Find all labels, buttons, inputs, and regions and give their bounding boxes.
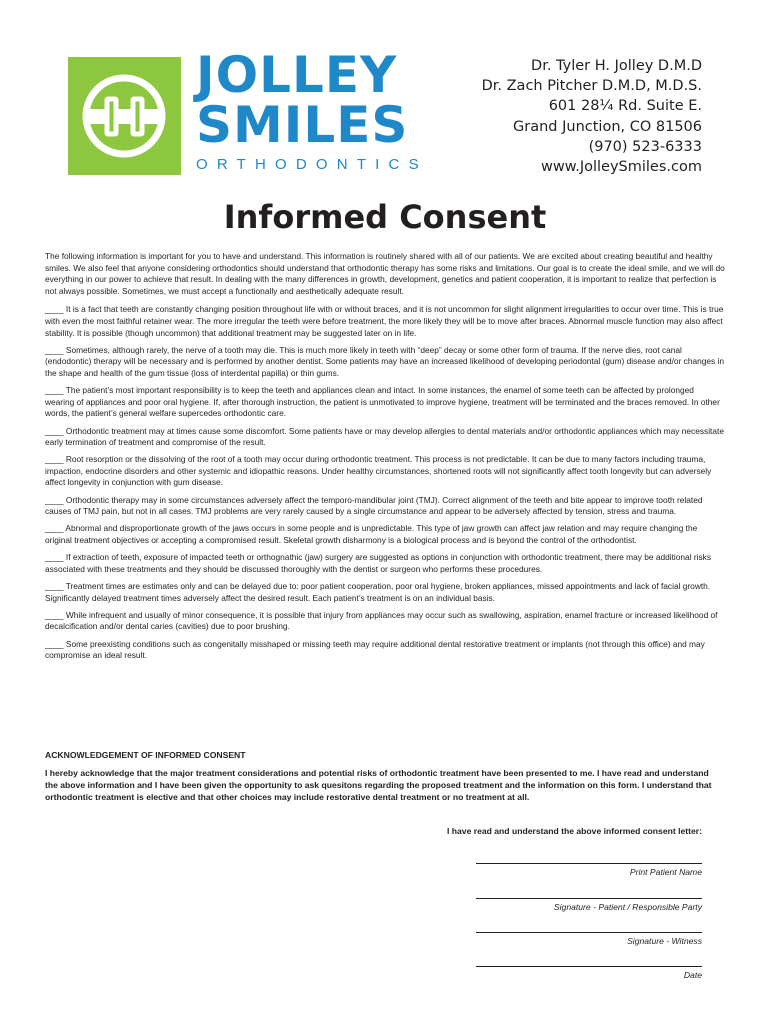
patient-name-label: Print Patient Name [629,867,702,877]
phone-number: (970) 523-6333 [588,138,702,155]
consent-item: ____ Abnormal and disproportionate growth of the jaws occurs in some people and is unpredictable. This type of jaw growth can affect jaw relation and may require changing the original treatment objectives or accepting a compromised result. Skeletal growth disharmony is a biological process and is beyond the control of the orthodontist. [45,523,698,546]
website-link[interactable]: www.JolleySmiles.com [540,159,702,176]
tooth-bracket-icon [68,57,181,175]
acknowledgement-text: I hereby acknowledge that the major treatment considerations and potential risks of orthodontic treatment have been presented to me. I have read and understand the above information and I have been given the opportunity to ask quesitons regarding the proposed treatment and the information on this form. I understand that orthodontic treatment is elective and that other choices may include restorative dental treatment or no treatment at all. [45,768,712,802]
doctor-name-1: Dr. Tyler H. Jolley D.M.D [531,58,702,74]
patient-name-line[interactable] [476,853,702,864]
signature-block-patient-name [462,853,702,877]
witness-signature-label: Signature - Witness [627,936,702,946]
consent-item: ____ Orthodontic therapy may in some circumstances adversely affect the temporo-mandibular joint (TMJ). Correct alignment of the teeth and bite appear to improve tooth related causes of TMJ pain, but not in all cases. TMJ problems are very rarely caused by a single circumstance and appear to be adversely affected by tension, stress and trauma. [45,494,703,517]
signature-block-date [462,956,702,980]
brand-line-2: SMILES [196,96,409,154]
signature-block-patient-signature [462,888,702,912]
doctor-name-2: Dr. Zach Pitcher D.M.D, M.D.S. [481,78,702,95]
patient-signature-line[interactable] [476,888,702,899]
consent-item: ____ Some preexisting conditions such as congenitally misshaped or missing teeth may require additional dental restorative treatment or implants (not through this office) and may compromise an ideal result. [45,638,705,661]
consent-item: ____ It is a fact that teeth are constantly changing position throughout life with or without braces, and it is not uncommon for slight alignment irregularities to occur over time. This is true with even the most faithful retainer wear. The more irregular the teeth were before treatment, the more likely they will be to move after braces. Abnormal muscle function may also affect stability. It is possible (though uncommon) that additional treatment may be suggested later on in life. [45,304,724,338]
signature-block-witness [462,922,702,946]
consent-body [45,251,725,667]
brand-wordmark [196,46,446,173]
consent-item: ____ Root resorption or the dissolving of the root of a tooth may occur during orthodontic treatment. This process is not predictable. It can be due to many factors including trauma, impaction, endocrine disorders and other systemic and idiopathic reasons. Under healthy circumstances, shortened roots will not significantly affect tooth longevity but can adversely affect longevity in conjunction with gum disease. [45,454,712,488]
consent-item: ____ Sometimes, although rarely, the nerve of a tooth may die. This is much more likely in teeth with “deep” decay or some other form of trauma. If the nerve dies, root canal (endodontic) therapy will be necessary and is performed by another dentist. Some patients may have an increased likelihood of developing periodontal (gum) disease and/or changes in the shape and health of the gum tissue (loss of interdental papilla) or thin gums. [45,344,725,378]
date-line[interactable] [476,956,702,967]
signature-lead-text: I have read and understand the above informed consent letter: [446,826,702,836]
consent-item: ____ If extraction of teeth, exposure of impacted teeth or orthognathic (jaw) surgery are suggested as options in conjunction with orthodontic treatment, there may be additional risks associated with these treatments and they should be discussed thoroughly with the dentist or surgeon who performs these procedures. [45,552,712,574]
patient-signature-label: Signature - Patient / Responsible Party [553,902,702,912]
address-street: 601 28¼ Rd. Suite E. [548,98,702,115]
consent-item: ____ While infrequent and usually of minor consequence, it is possible that injury from appliances may occur such as swallowing, aspiration, enamel fracture or increased likelihood of decalcification and/or dental caries (cavities) due to poor brushing. [45,609,718,632]
page-title: Informed Consent [223,198,547,236]
witness-signature-line[interactable] [476,922,702,933]
logo-badge [68,57,181,175]
acknowledgement-heading: ACKNOWLEDGEMENT OF INFORMED CONSENT [45,750,246,760]
consent-item: ____ Orthodontic treatment may at times cause some discomfort. Some patients have or may develop allergies to dental materials and/or orthodontic appliances which may necessitate early termination of treatment and compromise of the result. [45,425,724,448]
address-city: Grand Junction, CO 81506 [513,118,702,135]
brand-line-1: JOLLEY [196,46,398,104]
consent-item: ____ Treatment times are estimates only and can be delayed due to: poor patient cooperation, poor oral hygiene, broken appliances, missed appointments and lack of facial growth. Significantly delayed treatment times adversely affect the desired result. Each patient’s treatment is on an individual basis. [45,581,711,603]
contact-block [482,56,702,177]
consent-item: ____ The patient’s most important responsibility is to keep the teeth and appliances clean and intact. In some instances, the enamel of some teeth can be affected by prolonged wearing of appliances and poor oral hygiene. If, after thorough instruction, the patient is unmotivated to improve hygiene, treatment will be terminated and the braces removed. In other words, the patient’s general welfare supercedes orthodontic care. [45,385,720,419]
intro-paragraph: The following information is important for you to have and understand. This information is routinely shared with all of our patients. We are excited about creating beautiful and healthy smiles. We also feel that anyone considering orthodontics should understand that orthodontic therapy has some risks and limitations. Our goal is to create the ideal smile, and we will do everything in our power to achieve that result. In dealing with the many differences in growth, development, genetics and patient cooperation, it is important to realize that perfection is not always possible. Sometimes, we must accept a functionally and aesthetically adequate result. [45,251,725,296]
brand-subtitle: ORTHODONTICS [196,156,428,173]
date-label: Date [683,970,702,980]
